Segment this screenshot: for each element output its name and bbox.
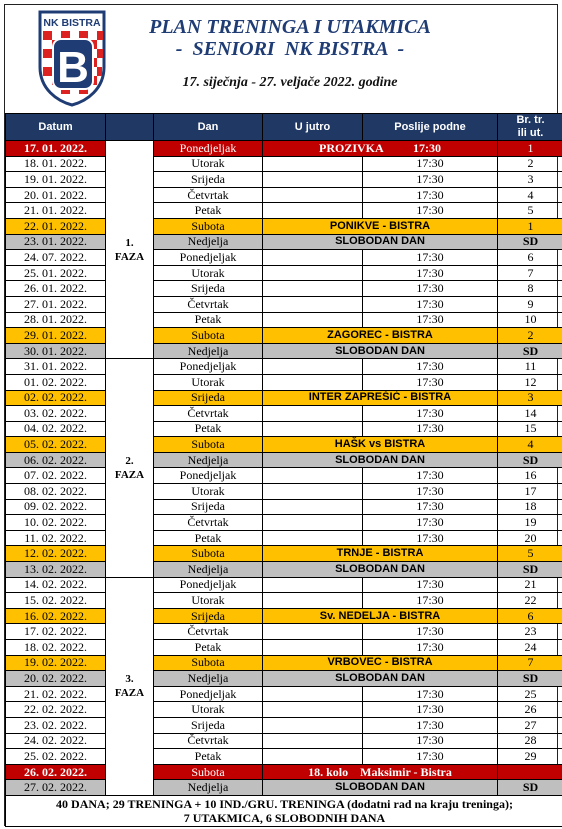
- page-subtitle-team: - SENIORI NK BISTRA -: [175, 38, 405, 60]
- morning-cell: [263, 156, 363, 172]
- afternoon-cell: 17:30: [363, 312, 498, 328]
- morning-cell: [263, 406, 363, 422]
- morning-cell: [263, 374, 363, 390]
- table-row: [6, 172, 562, 188]
- count-cell: SD: [498, 452, 562, 468]
- day-cell: Srijeda: [154, 608, 263, 624]
- day-cell: Utorak: [154, 702, 263, 718]
- date-cell: 05. 02. 2022.: [6, 437, 106, 453]
- event-cell: 18. kolo Maksimir - Bistra: [263, 764, 498, 780]
- morning-cell: [263, 749, 363, 765]
- day-cell: Četvrtak: [154, 187, 263, 203]
- event-cell: PROZIVKA 17:30: [263, 141, 498, 157]
- count-cell: 2: [498, 156, 562, 172]
- count-cell: 16: [498, 468, 562, 484]
- event-cell: SLOBODAN DAN: [263, 452, 498, 468]
- date-cell: 04. 02. 2022.: [6, 421, 106, 437]
- count-cell: 6: [498, 250, 562, 266]
- day-cell: Četvrtak: [154, 733, 263, 749]
- count-cell: 20: [498, 530, 562, 546]
- col-header-phase: [106, 114, 154, 141]
- afternoon-cell: 17:30: [363, 749, 498, 765]
- date-cell: 31. 01. 2022.: [6, 359, 106, 375]
- table-row: [6, 421, 562, 437]
- morning-cell: [263, 187, 363, 203]
- phase-number: 1.: [125, 236, 134, 249]
- morning-cell: [263, 250, 363, 266]
- date-cell: 17. 02. 2022.: [6, 624, 106, 640]
- afternoon-cell: 17:30: [363, 717, 498, 733]
- table-row: [6, 296, 562, 312]
- summary-line2: 7 UTAKMICA, 6 SLOBODNIH DANA: [183, 810, 386, 825]
- table-row: [6, 655, 562, 671]
- table-row: [6, 234, 562, 250]
- date-cell: 07. 02. 2022.: [6, 468, 106, 484]
- morning-cell: [263, 702, 363, 718]
- date-cell: 06. 02. 2022.: [6, 452, 106, 468]
- day-cell: Ponedjeljak: [154, 577, 263, 593]
- count-cell: SD: [498, 234, 562, 250]
- table-row: [6, 577, 562, 593]
- day-cell: Četvrtak: [154, 624, 263, 640]
- day-cell: Ponedjeljak: [154, 686, 263, 702]
- day-cell: Utorak: [154, 374, 263, 390]
- date-cell: 18. 02. 2022.: [6, 640, 106, 656]
- phase-number: 3.: [125, 673, 134, 686]
- table-row: [6, 390, 562, 406]
- date-cell: 17. 01. 2022.: [6, 141, 106, 157]
- phase-label: FAZA: [114, 687, 145, 700]
- table-row: [6, 218, 562, 234]
- table-row: [6, 640, 562, 656]
- count-cell: 14: [498, 406, 562, 422]
- table-row: [6, 141, 562, 157]
- afternoon-cell: 17:30: [363, 624, 498, 640]
- count-cell: 23: [498, 624, 562, 640]
- count-cell: SD: [498, 562, 562, 578]
- date-cell: 29. 01. 2022.: [6, 328, 106, 344]
- day-cell: Petak: [154, 312, 263, 328]
- summary-line1: 40 DANA; 29 TRENINGA + 10 IND./GRU. TRENINGA (dodatni rad na kraju treninga);: [56, 796, 513, 811]
- day-cell: Utorak: [154, 593, 263, 609]
- table-row: [6, 671, 562, 687]
- date-cell: 01. 02. 2022.: [6, 374, 106, 390]
- day-cell: Nedjelja: [154, 780, 263, 796]
- event-cell: Sv. NEDELJA - BISTRA: [263, 608, 498, 624]
- day-cell: Četvrtak: [154, 296, 263, 312]
- morning-cell: [263, 640, 363, 656]
- table-row: [6, 717, 562, 733]
- date-cell: 14. 02. 2022.: [6, 577, 106, 593]
- morning-cell: [263, 468, 363, 484]
- date-cell: 28. 01. 2022.: [6, 312, 106, 328]
- date-cell: 19. 01. 2022.: [6, 172, 106, 188]
- event-cell: HAŠK vs BISTRA: [263, 437, 498, 453]
- day-cell: Subota: [154, 437, 263, 453]
- logo-text: NK BISTRA: [43, 17, 101, 29]
- date-cell: 21. 01. 2022.: [6, 203, 106, 219]
- table-row: [6, 156, 562, 172]
- date-cell: 21. 02. 2022.: [6, 686, 106, 702]
- afternoon-cell: 17:30: [363, 156, 498, 172]
- count-cell: 6: [498, 608, 562, 624]
- date-cell: 02. 02. 2022.: [6, 390, 106, 406]
- club-logo: [37, 9, 107, 107]
- afternoon-cell: 17:30: [363, 593, 498, 609]
- count-cell: 5: [498, 546, 562, 562]
- count-cell: 29: [498, 749, 562, 765]
- event-cell: INTER ZAPREŠIĆ - BISTRA: [263, 390, 498, 406]
- afternoon-cell: 17:30: [363, 421, 498, 437]
- count-cell: 22: [498, 593, 562, 609]
- date-cell: 20. 02. 2022.: [6, 671, 106, 687]
- col-header-num: [498, 114, 562, 141]
- table-row: [6, 468, 562, 484]
- afternoon-cell: 17:30: [363, 187, 498, 203]
- table-row: [6, 374, 562, 390]
- day-cell: Četvrtak: [154, 515, 263, 531]
- morning-cell: [263, 686, 363, 702]
- date-cell: 20. 01. 2022.: [6, 187, 106, 203]
- table-row: [6, 562, 562, 578]
- summary-cell: [6, 795, 562, 826]
- count-cell: 25: [498, 686, 562, 702]
- date-cell: 15. 02. 2022.: [6, 593, 106, 609]
- day-cell: Srijeda: [154, 172, 263, 188]
- morning-cell: [263, 265, 363, 281]
- day-cell: Subota: [154, 218, 263, 234]
- event-cell: PONIKVE - BISTRA: [263, 218, 498, 234]
- afternoon-cell: 17:30: [363, 702, 498, 718]
- morning-cell: [263, 296, 363, 312]
- afternoon-cell: 17:30: [363, 484, 498, 500]
- table-row: [6, 733, 562, 749]
- day-cell: Subota: [154, 764, 263, 780]
- date-cell: 30. 01. 2022.: [6, 343, 106, 359]
- day-cell: Nedjelja: [154, 562, 263, 578]
- count-cell: SD: [498, 780, 562, 796]
- date-cell: 27. 01. 2022.: [6, 296, 106, 312]
- day-cell: Srijeda: [154, 390, 263, 406]
- table-row: [6, 187, 562, 203]
- date-cell: 19. 02. 2022.: [6, 655, 106, 671]
- table-row: [6, 265, 562, 281]
- afternoon-cell: 17:30: [363, 250, 498, 266]
- table-row: [6, 515, 562, 531]
- morning-cell: [263, 624, 363, 640]
- day-cell: Nedjelja: [154, 343, 263, 359]
- count-cell: SD: [498, 671, 562, 687]
- schedule-table: [5, 113, 562, 827]
- col-header-num-line2: ili ut.: [517, 127, 544, 139]
- table-row: [6, 437, 562, 453]
- day-cell: Ponedjeljak: [154, 359, 263, 375]
- afternoon-cell: 17:30: [363, 172, 498, 188]
- morning-cell: [263, 717, 363, 733]
- phase-number: 2.: [125, 454, 134, 467]
- date-cell: 03. 02. 2022.: [6, 406, 106, 422]
- table-row: [6, 484, 562, 500]
- afternoon-cell: 17:30: [363, 515, 498, 531]
- date-cell: 11. 02. 2022.: [6, 530, 106, 546]
- table-row: [6, 499, 562, 515]
- day-cell: Ponedjeljak: [154, 468, 263, 484]
- afternoon-cell: 17:30: [363, 281, 498, 297]
- phase-label: FAZA: [114, 250, 145, 263]
- table-row: [6, 312, 562, 328]
- afternoon-cell: 17:30: [363, 374, 498, 390]
- date-cell: 23. 01. 2022.: [6, 234, 106, 250]
- morning-cell: [263, 172, 363, 188]
- count-cell: 7: [498, 655, 562, 671]
- count-cell: 3: [498, 172, 562, 188]
- table-row: [6, 328, 562, 344]
- day-cell: Petak: [154, 640, 263, 656]
- count-cell: 5: [498, 203, 562, 219]
- count-cell: 3: [498, 390, 562, 406]
- event-cell: SLOBODAN DAN: [263, 671, 498, 687]
- day-cell: Subota: [154, 328, 263, 344]
- day-cell: Petak: [154, 749, 263, 765]
- day-cell: Petak: [154, 203, 263, 219]
- day-cell: Ponedjeljak: [154, 250, 263, 266]
- morning-cell: [263, 733, 363, 749]
- afternoon-cell: 17:30: [363, 468, 498, 484]
- table-row: [6, 749, 562, 765]
- day-cell: Ponedjeljak: [154, 141, 263, 157]
- count-cell: 27: [498, 717, 562, 733]
- col-header-pm: Poslije podne: [363, 114, 498, 141]
- phase-cell: [106, 577, 154, 795]
- morning-cell: [263, 577, 363, 593]
- count-cell: 21: [498, 577, 562, 593]
- table-row: [6, 359, 562, 375]
- count-cell: 1: [498, 218, 562, 234]
- date-cell: 24. 07. 2022.: [6, 250, 106, 266]
- morning-cell: [263, 484, 363, 500]
- afternoon-cell: 17:30: [363, 203, 498, 219]
- morning-cell: [263, 203, 363, 219]
- day-cell: Nedjelja: [154, 452, 263, 468]
- count-cell: 24: [498, 640, 562, 656]
- table-row: [6, 764, 562, 780]
- day-cell: Subota: [154, 546, 263, 562]
- day-cell: Petak: [154, 530, 263, 546]
- morning-cell: [263, 281, 363, 297]
- count-cell: 8: [498, 281, 562, 297]
- afternoon-cell: 17:30: [363, 530, 498, 546]
- afternoon-cell: 17:30: [363, 359, 498, 375]
- count-cell: 1: [498, 141, 562, 157]
- table-row: [6, 624, 562, 640]
- table-row: [6, 406, 562, 422]
- count-cell: 10: [498, 312, 562, 328]
- table-row: [6, 702, 562, 718]
- afternoon-cell: 17:30: [363, 296, 498, 312]
- date-cell: 26. 01. 2022.: [6, 281, 106, 297]
- date-cell: 24. 02. 2022.: [6, 733, 106, 749]
- phase-cell: [106, 359, 154, 577]
- morning-cell: [263, 312, 363, 328]
- count-cell: 28: [498, 733, 562, 749]
- date-cell: 13. 02. 2022.: [6, 562, 106, 578]
- col-header-num-line1: Br. tr.: [516, 114, 545, 126]
- afternoon-cell: 17:30: [363, 640, 498, 656]
- count-cell: 7: [498, 265, 562, 281]
- date-cell: 25. 02. 2022.: [6, 749, 106, 765]
- event-cell: SLOBODAN DAN: [263, 562, 498, 578]
- count-cell: 12: [498, 374, 562, 390]
- table-row: [6, 593, 562, 609]
- table-row: [6, 343, 562, 359]
- day-cell: Srijeda: [154, 281, 263, 297]
- event-cell: SLOBODAN DAN: [263, 780, 498, 796]
- day-cell: Utorak: [154, 265, 263, 281]
- phase-label: FAZA: [114, 468, 145, 481]
- date-cell: 16. 02. 2022.: [6, 608, 106, 624]
- table-header-row: [6, 114, 562, 141]
- morning-cell: [263, 593, 363, 609]
- page-title: PLAN TRENINGA I UTAKMICA: [149, 16, 431, 38]
- table-row: [6, 530, 562, 546]
- morning-cell: [263, 515, 363, 531]
- day-cell: Srijeda: [154, 717, 263, 733]
- table-row: [6, 203, 562, 219]
- date-cell: 22. 01. 2022.: [6, 218, 106, 234]
- date-cell: 10. 02. 2022.: [6, 515, 106, 531]
- afternoon-cell: 17:30: [363, 686, 498, 702]
- count-cell: 15: [498, 421, 562, 437]
- morning-cell: [263, 359, 363, 375]
- day-cell: Petak: [154, 421, 263, 437]
- date-cell: 26. 02. 2022.: [6, 764, 106, 780]
- col-header-date: Datum: [6, 114, 106, 141]
- count-cell: 17: [498, 484, 562, 500]
- logo-letter: B: [57, 43, 89, 92]
- date-cell: 27. 02. 2022.: [6, 780, 106, 796]
- col-header-day: Dan: [154, 114, 263, 141]
- summary-row: [6, 795, 562, 826]
- afternoon-cell: 17:30: [363, 499, 498, 515]
- phase-cell: [106, 141, 154, 359]
- table-row: [6, 546, 562, 562]
- date-cell: 09. 02. 2022.: [6, 499, 106, 515]
- count-cell: 18: [498, 499, 562, 515]
- table-row: [6, 780, 562, 796]
- count-cell: 4: [498, 437, 562, 453]
- day-cell: Utorak: [154, 484, 263, 500]
- table-row: [6, 250, 562, 266]
- table-row: [6, 608, 562, 624]
- date-cell: 23. 02. 2022.: [6, 717, 106, 733]
- day-cell: Četvrtak: [154, 406, 263, 422]
- event-cell: VRBOVEC - BISTRA: [263, 655, 498, 671]
- count-cell: 9: [498, 296, 562, 312]
- event-cell: ZAGOREC - BISTRA: [263, 328, 498, 344]
- count-cell: SD: [498, 343, 562, 359]
- count-cell: 26: [498, 702, 562, 718]
- morning-cell: [263, 499, 363, 515]
- day-cell: Srijeda: [154, 499, 263, 515]
- count-cell: 11: [498, 359, 562, 375]
- afternoon-cell: 17:30: [363, 733, 498, 749]
- morning-cell: [263, 530, 363, 546]
- count-cell: 4: [498, 187, 562, 203]
- afternoon-cell: 17:30: [363, 406, 498, 422]
- morning-cell: [263, 421, 363, 437]
- col-header-am: U jutro: [263, 114, 363, 141]
- afternoon-cell: 17:30: [363, 577, 498, 593]
- date-cell: 08. 02. 2022.: [6, 484, 106, 500]
- date-cell: 18. 01. 2022.: [6, 156, 106, 172]
- event-cell: TRNJE - BISTRA: [263, 546, 498, 562]
- day-cell: Subota: [154, 655, 263, 671]
- date-cell: 25. 01. 2022.: [6, 265, 106, 281]
- day-cell: Utorak: [154, 156, 263, 172]
- table-row: [6, 452, 562, 468]
- date-cell: 12. 02. 2022.: [6, 546, 106, 562]
- table-row: [6, 686, 562, 702]
- event-cell: SLOBODAN DAN: [263, 343, 498, 359]
- count-cell: [498, 764, 562, 780]
- day-cell: Nedjelja: [154, 671, 263, 687]
- table-row: [6, 281, 562, 297]
- date-range: 17. siječnja - 27. veljače 2022. godine: [182, 75, 398, 90]
- afternoon-cell: 17:30: [363, 265, 498, 281]
- count-cell: 19: [498, 515, 562, 531]
- count-cell: 2: [498, 328, 562, 344]
- day-cell: Nedjelja: [154, 234, 263, 250]
- date-cell: 22. 02. 2022.: [6, 702, 106, 718]
- event-cell: SLOBODAN DAN: [263, 234, 498, 250]
